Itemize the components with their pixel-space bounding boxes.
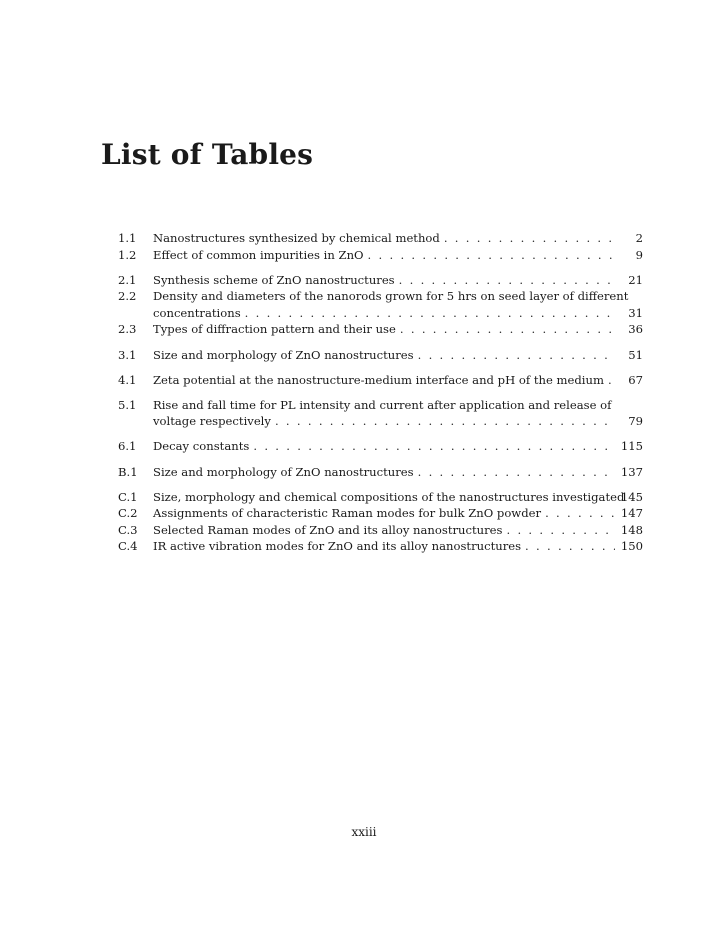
list-of-tables: [118, 230, 643, 564]
table-number: 5.1: [118, 397, 137, 412]
table-entry[interactable]: [118, 489, 643, 506]
table-number: 6.1: [118, 439, 137, 454]
table-entry[interactable]: [118, 372, 643, 389]
table-group: [118, 347, 643, 364]
dot-leader: [414, 347, 615, 364]
table-caption-line: Density and diameters of the nanorods grown for 5 hrs on seed layer of different: [153, 289, 629, 304]
table-number: C.3: [118, 522, 138, 537]
table-group: [118, 438, 643, 455]
table-caption-line: Zeta potential at the nanostructure-medium interface and pH of the medium: [153, 372, 604, 387]
table-caption-line: Nanostructures synthesized by chemical method: [153, 231, 440, 245]
table-number: C.1: [118, 489, 138, 504]
dot-leader: [241, 305, 615, 322]
table-entry[interactable]: [118, 397, 643, 430]
table-entry[interactable]: [118, 438, 643, 455]
table-entry[interactable]: [118, 522, 643, 539]
table-caption-line: Selected Raman modes of ZnO and its alloy nanostructures: [153, 522, 503, 537]
table-entry[interactable]: [118, 347, 643, 364]
table-number: C.4: [118, 539, 138, 554]
table-group: [118, 230, 643, 263]
table-caption-line: Rise and fall time for PL intensity and current after application and release of: [153, 397, 612, 412]
table-group: [118, 372, 643, 389]
page-ref: 79: [628, 414, 643, 429]
page-ref: 36: [628, 322, 643, 337]
table-caption-line: Effect of common impurities in ZnO: [153, 247, 364, 262]
table-entry[interactable]: [118, 247, 643, 264]
table-number: 2.3: [118, 322, 137, 337]
page-ref: 148: [620, 522, 643, 537]
table-number: 4.1: [118, 372, 137, 387]
table-entry[interactable]: [118, 230, 643, 247]
dot-leader: [440, 230, 615, 247]
table-group: [118, 489, 643, 555]
table-entry[interactable]: [118, 538, 643, 555]
dot-leader: [395, 272, 615, 289]
page-ref: 115: [620, 439, 643, 454]
table-number: 1.2: [118, 247, 137, 262]
page-ref: 145: [620, 489, 643, 504]
dot-leader: [414, 464, 615, 481]
dot-leader: [249, 438, 615, 455]
table-group: [118, 464, 643, 481]
page-ref: 150: [620, 539, 643, 554]
table-entry[interactable]: [118, 505, 643, 522]
table-number: 3.1: [118, 347, 137, 362]
table-caption-line: voltage respectively: [153, 414, 271, 429]
table-entry[interactable]: [118, 321, 643, 338]
page-ref: 9: [635, 247, 643, 262]
table-group: [118, 397, 643, 430]
table-entry[interactable]: [118, 272, 643, 289]
table-group: [118, 272, 643, 338]
page-title: List of Tables: [101, 138, 314, 171]
table-number: 1.1: [118, 231, 137, 245]
table-caption-line: Synthesis scheme of ZnO nanostructures: [153, 272, 395, 287]
table-caption-line: Size, morphology and chemical compositions of the nanostructures investigated: [153, 489, 625, 504]
page-ref: 51: [628, 347, 643, 362]
page-number: xxiii: [351, 825, 377, 839]
dot-leader: [502, 522, 615, 539]
table-caption-line: Size and morphology of ZnO nanostructures: [153, 464, 414, 479]
table-caption-line: Assignments of characteristic Raman modes for bulk ZnO powder: [153, 506, 542, 521]
dot-leader: [541, 505, 615, 522]
page-ref: 21: [628, 272, 643, 287]
table-caption-line: Types of diffraction pattern and their use: [153, 322, 396, 337]
table-caption-line: Decay constants: [153, 439, 250, 454]
table-number: B.1: [118, 464, 138, 479]
dot-leader: [521, 538, 615, 555]
table-number: 2.2: [118, 289, 137, 304]
table-number: 2.1: [118, 272, 137, 287]
page-ref: 147: [620, 506, 643, 521]
table-caption-line: Size and morphology of ZnO nanostructures: [153, 347, 414, 362]
table-caption-line: IR active vibration modes for ZnO and its alloy nanostructures: [153, 539, 522, 554]
page-ref: 67: [628, 372, 643, 387]
table-entry[interactable]: [118, 288, 643, 321]
table-entry[interactable]: [118, 464, 643, 481]
table-number: C.2: [118, 506, 138, 521]
dot-leader: [364, 247, 615, 264]
page-ref: 2: [635, 231, 643, 245]
page-ref: 137: [620, 464, 643, 479]
dot-leader: [604, 372, 615, 389]
page-ref: 31: [628, 305, 643, 320]
dot-leader: [396, 321, 615, 338]
table-caption-line: concentrations: [153, 305, 241, 320]
dot-leader: [271, 413, 615, 430]
